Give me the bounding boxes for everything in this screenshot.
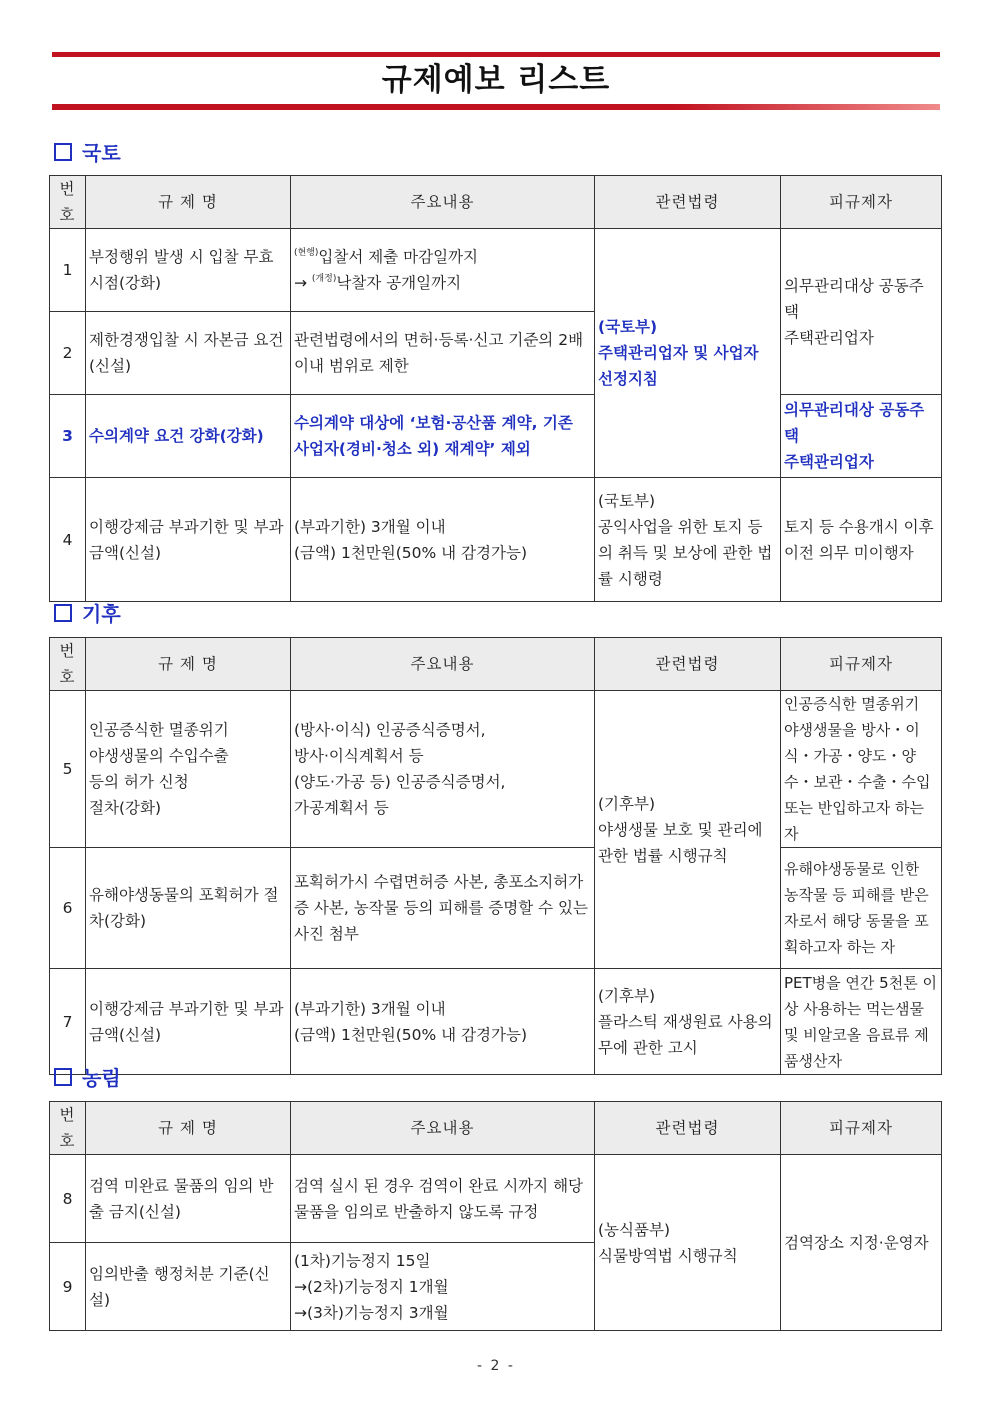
related-law [595, 478, 781, 602]
row-number: 9 [50, 1243, 86, 1331]
content-line: 낙찰자 공개일까지 [336, 274, 462, 292]
checkbox-square-icon [54, 143, 72, 161]
law-title: 주택관리업자 및 사업자 선정지침 [598, 344, 759, 388]
law-title: 야생생물 보호 및 관리에 관한 법률 시행규칙 [598, 820, 763, 865]
regulated-party [781, 229, 942, 395]
section-heading-agriculture [54, 1064, 121, 1092]
row-number: 3 [50, 395, 86, 478]
regulated-party: 검역장소 지정·운영자 [781, 1155, 942, 1331]
header-num: 번호 [50, 176, 86, 229]
header-num: 번호 [50, 638, 86, 691]
header-law: 관련법령 [595, 638, 781, 691]
section-label: 국토 [82, 141, 121, 165]
regulation-content: 관련법령에서의 면허·등록·신고 기준의 2배 이내 범위로 제한 [291, 312, 595, 395]
content-line: →(2차)기능정지 1개월 [294, 1277, 449, 1296]
related-law [595, 1155, 781, 1331]
header-target: 피규제자 [781, 1102, 942, 1155]
content-line: →(3차)기능정지 3개월 [294, 1303, 449, 1322]
regulated-party: 유해야생동물로 인한 농작물 등 피해를 받은 자로서 해당 동물을 포획하고자 하는 자 [781, 848, 942, 969]
regulation-name: 부정행위 발생 시 입찰 무효시점(강화) [86, 229, 291, 312]
table-header-row [50, 638, 942, 691]
section-heading-land [54, 139, 121, 167]
regulation-content: 포획허가시 수렵면허증 사본, 총포소지허가증 사본, 농작물 등의 피해를 증명할 수 있는 사진 첨부 [291, 848, 595, 969]
regulation-name: 검역 미완료 물품의 임의 반출 금지(신설) [86, 1155, 291, 1243]
row-number: 4 [50, 478, 86, 602]
table-row [50, 848, 942, 969]
target-line: 의무관리대상 공동주택 [784, 276, 924, 321]
table-row [50, 969, 942, 1075]
regulated-party: PET병을 연간 5천톤 이상 사용하는 먹는샘물 및 비알코올 음료류 제품생산자 [781, 969, 942, 1075]
content-line: 방사·이식계획서 등 [294, 747, 424, 765]
table-row [50, 229, 942, 312]
law-ministry: (기후부) [598, 794, 656, 813]
section-label: 농림 [82, 1066, 121, 1090]
row-number: 6 [50, 848, 86, 969]
table-row-highlighted [50, 395, 942, 478]
name-line: 절차(강화) [89, 799, 161, 817]
regulation-content [291, 969, 595, 1075]
header-target: 피규제자 [781, 176, 942, 229]
target-line: 주택관리업자 [784, 453, 874, 471]
law-ministry: (기후부) [598, 986, 656, 1005]
content-line: 가공계획서 등 [294, 799, 389, 817]
regulated-party: 인공증식한 멸종위기 야생생물을 방사・이식・가공・양도・양수・보관・수출・수입 또는 반입하고자 하는 자 [781, 691, 942, 848]
header-content: 주요내용 [291, 638, 595, 691]
row-number: 1 [50, 229, 86, 312]
row-number: 5 [50, 691, 86, 848]
row-number: 7 [50, 969, 86, 1075]
regulated-party [781, 395, 942, 478]
law-title: 식물방역법 시행규칙 [598, 1246, 738, 1265]
checkbox-square-icon [54, 604, 72, 622]
content-superscript: (개정) [311, 274, 337, 284]
name-line: 인공증식한 멸종위기 [89, 721, 229, 739]
table-header-row [50, 1102, 942, 1155]
regulation-name: 임의반출 행정처분 기준(신설) [86, 1243, 291, 1331]
checkbox-square-icon [54, 1068, 72, 1086]
law-title: 플라스틱 재생원료 사용의무에 관한 고시 [598, 1012, 773, 1057]
law-ministry: (국토부) [598, 491, 656, 510]
title-bottom-rule [52, 104, 940, 110]
header-name: 규 제 명 [86, 1102, 291, 1155]
title-top-rule [52, 52, 940, 57]
regulation-name: 제한경쟁입찰 시 자본금 요건(신설) [86, 312, 291, 395]
target-line: 주택관리업자 [784, 328, 874, 347]
content-line: (금액) 1천만원(50% 내 감경가능) [294, 543, 528, 562]
law-title: 공익사업을 위한 토지 등의 취득 및 보상에 관한 법률 시행령 [598, 517, 773, 588]
header-content: 주요내용 [291, 1102, 595, 1155]
regulation-table-climate [49, 637, 942, 1075]
name-line: 야생생물의 수입수출 [89, 747, 229, 765]
table-row [50, 1155, 942, 1243]
regulation-content [291, 1243, 595, 1331]
content-line: (양도·가공 등) 인공증식증명서, [294, 773, 506, 791]
header-law: 관련법령 [595, 1102, 781, 1155]
section-heading-climate [54, 600, 121, 628]
header-law: 관련법령 [595, 176, 781, 229]
row-number: 2 [50, 312, 86, 395]
content-line: (방사·이식) 인공증식증명서, [294, 721, 486, 739]
content-line: 입찰서 제출 마감일까지 [318, 248, 479, 266]
regulation-name: 이행강제금 부과기한 및 부과금액(신설) [86, 969, 291, 1075]
header-content: 주요내용 [291, 176, 595, 229]
row-number: 8 [50, 1155, 86, 1243]
related-law [595, 969, 781, 1075]
regulation-table-land [49, 175, 942, 602]
header-name: 규 제 명 [86, 176, 291, 229]
regulation-name [86, 691, 291, 848]
target-line: 의무관리대상 공동주택 [784, 401, 925, 445]
header-num: 번호 [50, 1102, 86, 1155]
table-header-row [50, 176, 942, 229]
regulation-content [291, 691, 595, 848]
related-law [595, 691, 781, 969]
law-ministry: (국토부) [598, 318, 658, 336]
law-ministry: (농식품부) [598, 1220, 670, 1239]
regulation-table-agriculture [49, 1101, 942, 1331]
arrow-text: → [294, 274, 312, 292]
header-target: 피규제자 [781, 638, 942, 691]
content-line: (부과기한) 3개월 이내 [294, 999, 446, 1018]
regulation-content: 검역 실시 된 경우 검역이 완료 시까지 해당 물품을 임의로 반출하지 않도록 규정 [291, 1155, 595, 1243]
content-line: (부과기한) 3개월 이내 [294, 517, 446, 536]
regulation-name: 유해야생동물의 포획허가 절차(강화) [86, 848, 291, 969]
content-line: (1차)기능정지 15일 [294, 1251, 431, 1270]
related-law [595, 229, 781, 478]
name-line: 등의 허가 신청 [89, 773, 189, 791]
page-number: - 2 - [477, 1358, 515, 1374]
content-superscript: (현행) [294, 248, 319, 258]
content-line: (금액) 1천만원(50% 내 감경가능) [294, 1025, 528, 1044]
page-title: 규제예보 리스트 [381, 62, 611, 98]
regulation-content [291, 478, 595, 602]
regulation-name: 수의계약 요건 강화(강화) [86, 395, 291, 478]
regulation-content: 수의계약 대상에 ‘보험·공산품 계약, 기존 사업자(경비·청소 외) 재계약’ 제외 [291, 395, 595, 478]
regulated-party: 토지 등 수용개시 이후 이전 의무 미이행자 [781, 478, 942, 602]
section-label: 기후 [82, 602, 121, 626]
header-name: 규 제 명 [86, 638, 291, 691]
regulation-content [291, 229, 595, 312]
table-row [50, 691, 942, 848]
regulation-name: 이행강제금 부과기한 및 부과금액(신설) [86, 478, 291, 602]
table-row [50, 478, 942, 602]
